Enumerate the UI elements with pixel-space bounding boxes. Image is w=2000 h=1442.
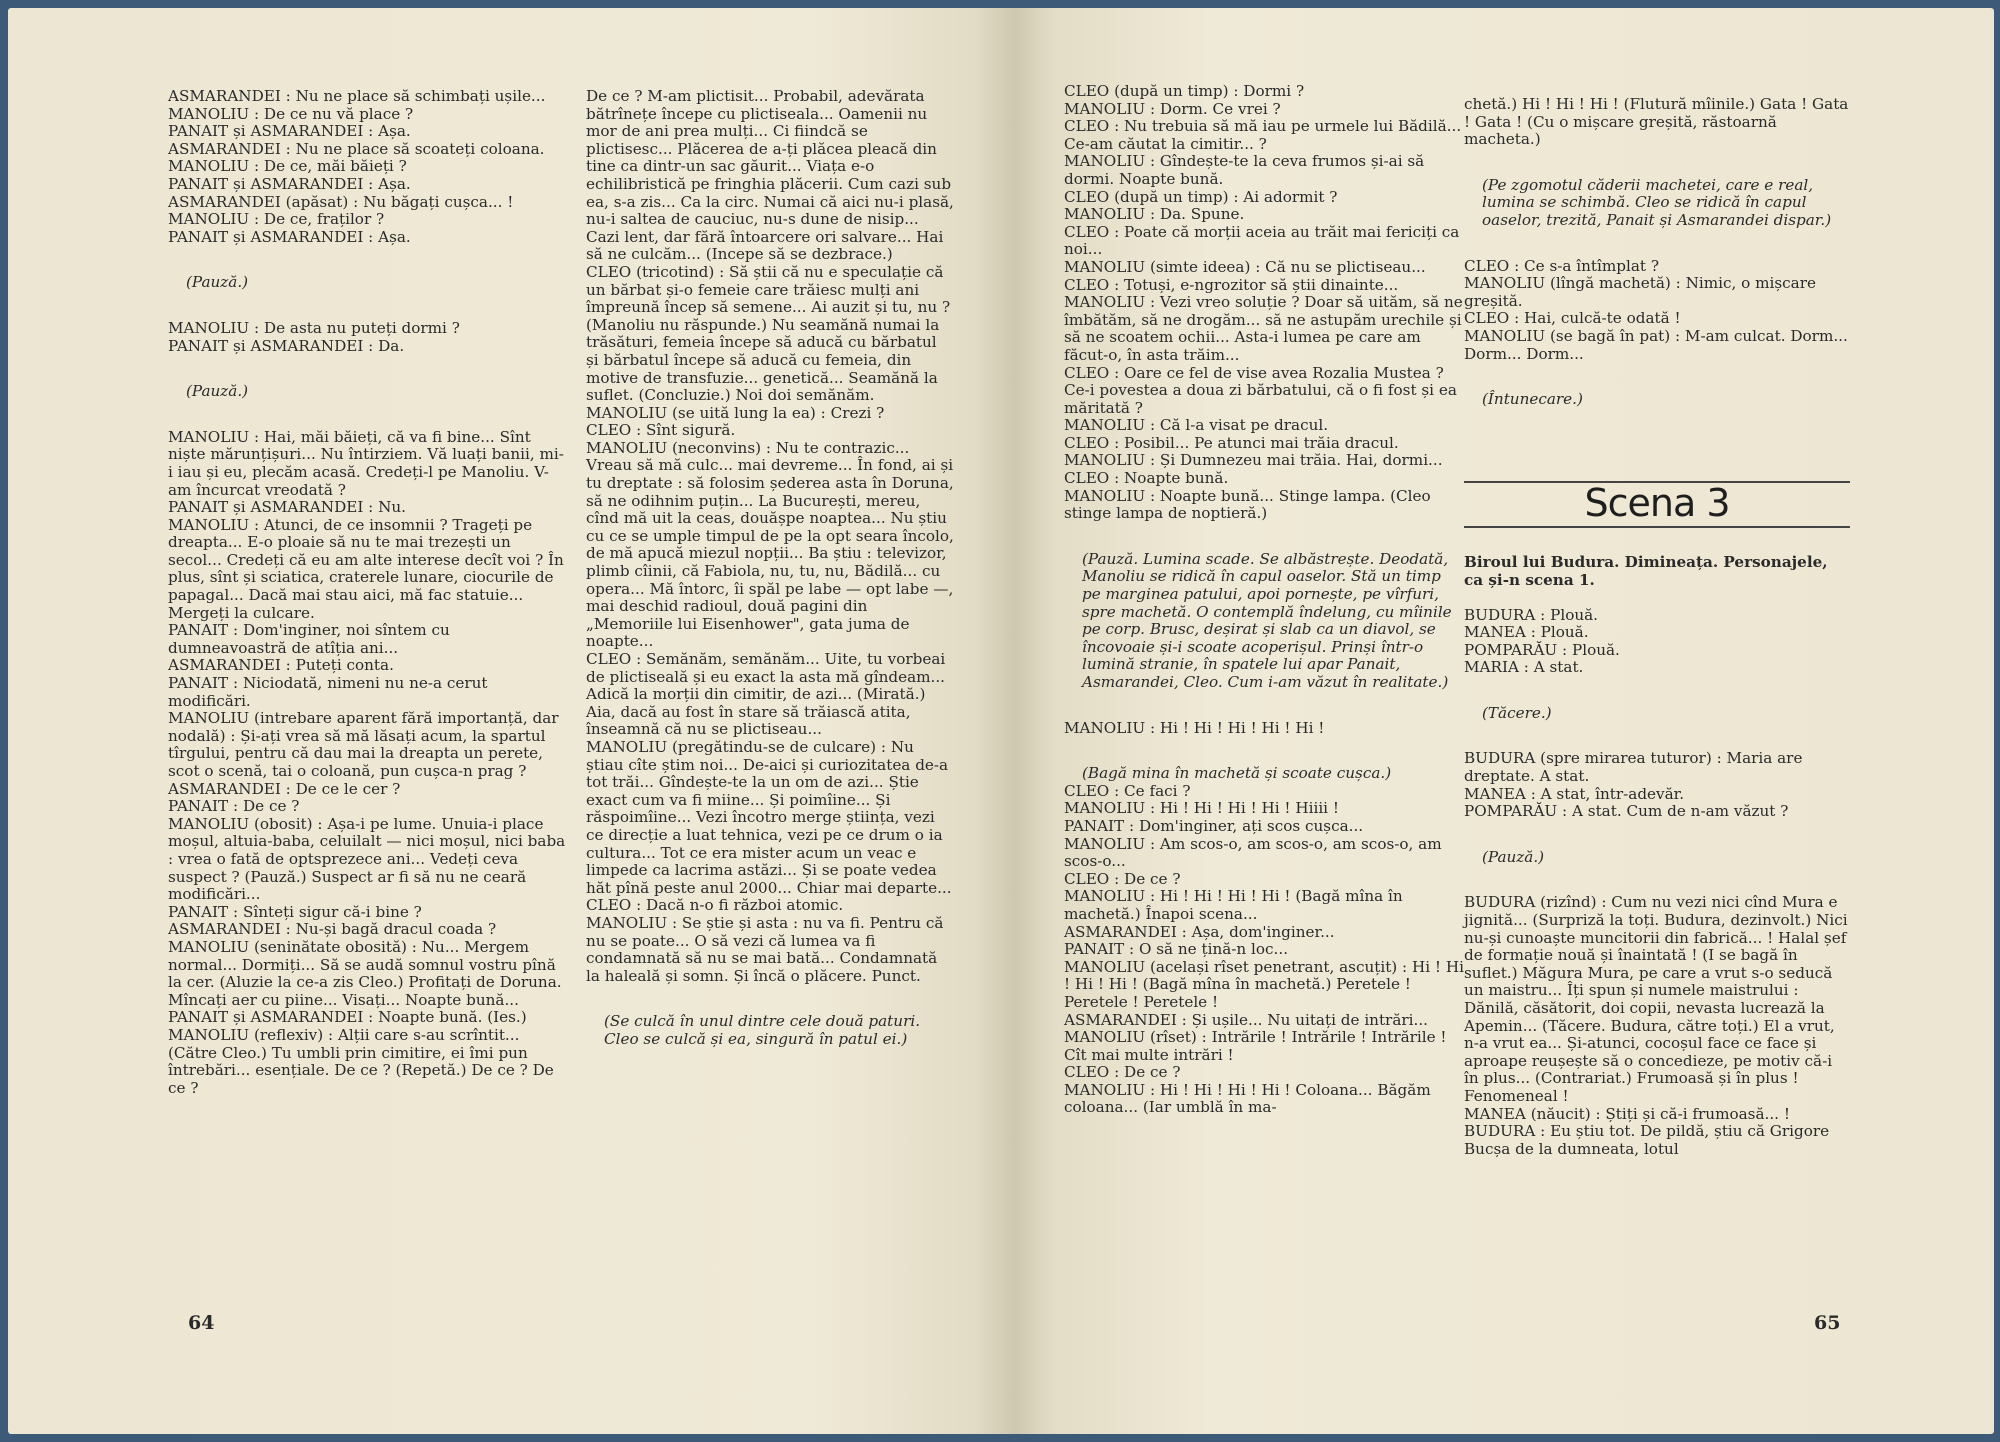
text-line: CLEO (tricotind) : Să știi că nu e speculație că un bărbat și-o femeie care trăiesc mulți ani împreună încep să semene... Ai auzit și tu, nu ? (Manoliu nu răspunde.) Nu seamănă numai la trăsături, femeia începe să aducă cu bărbatul și bărbatul începe să aducă cu femeia, din motive de transfuzie... genetică... Seamănă la suflet. (Concluzie.) Noi doi semănăm.: [586, 262, 951, 405]
text-line: POMPARĂU : Plouă.: [1464, 640, 1620, 659]
text-line: MANOLIU : Hi ! Hi ! Hi ! Hi ! Hi !: [1064, 718, 1325, 737]
text-line: CLEO : Ce faci ?: [1064, 781, 1191, 800]
text-line: MANOLIU : Și Dumnezeu mai trăia. Hai, dormi...: [1064, 451, 1443, 470]
text-line: MANOLIU : Atunci, de ce insomnii ? Trageți pe dreapta... E-o ploaie să nu te mai trezești un secol... Credeți că eu am alte interese decît voi ? În plus, sînt și sciatica, craterele lunare, ciocurile de papagal... Dacă mai stau aici, mă fac statuie... Mergeți la culcare.: [168, 515, 564, 622]
text-line: CLEO : Semănăm, semănăm... Uite, tu vorbeai de plictiseală și eu exact la asta mă gîndeam... Adică la morții din cimitir, de azi... (Mirată.) Aia, dacă au fost în stare să trăiască atita, înseamnă că nu se plictiseau...: [586, 650, 946, 739]
text-line: PANAIT : Dom'inginer, noi sîntem cu dumneavoastră de atîția ani...: [168, 621, 450, 657]
text-line: MANOLIU : Hai, măi băieți, că va fi bine... Sînt niște mărunțișuri... Nu întirziem. Vă luați banii, mi-i iau și eu, plecăm acasă. Credeți-l pe Manoliu. V-am încurcat vreodată ?: [168, 427, 564, 499]
text-line: PANAIT și ASMARANDEI : Așa.: [168, 122, 411, 141]
left-column-2: [586, 88, 954, 1048]
text-line: ASMARANDEI : Nu ne place să schimbați ușile...: [168, 87, 546, 105]
text-line: BUDURA (spre mirarea tuturor) : Maria are dreptate. A stat.: [1464, 749, 1803, 786]
text-line: chetă.) Hi ! Hi ! Hi ! (Flutură mîinile.) Gata ! Gata ! Gata ! (Cu o mișcare greșită, răstoarnă macheta.): [1464, 95, 1849, 149]
text-line: PANAIT și ASMARANDEI : Așa.: [168, 227, 411, 246]
text-line: POMPARĂU : A stat. Cum de n-am văzut ?: [1464, 802, 1789, 821]
text-line: ASMARANDEI : Nu-și bagă dracul coada ?: [168, 920, 497, 939]
text-line: MANOLIU : Că l-a visat pe dracul.: [1064, 416, 1329, 435]
text-line: MANOLIU : Hi ! Hi ! Hi ! Hi ! Coloana... Băgăm coloana... (Iar umblă în ma-: [1064, 1080, 1431, 1117]
text-line: ASMARANDEI : Așa, dom'inginer...: [1064, 922, 1335, 941]
text-line: CLEO : Hai, culcă-te odată !: [1464, 309, 1681, 328]
text-line: ASMARANDEI : Puteți conta.: [168, 656, 394, 675]
text-line: PANAIT : Dom'inginer, ați scos cușca...: [1064, 816, 1364, 835]
text-line: PANAIT și ASMARANDEI : Da.: [168, 336, 405, 355]
page-number-left: 64: [188, 1312, 215, 1334]
text-line: CLEO : Totuși, e-ngrozitor să știi dinainte...: [1064, 275, 1399, 294]
text-line: MANOLIU (lîngă machetă) : Nimic, o mișcare greșită.: [1464, 274, 1816, 310]
text-line: PANAIT : De ce ?: [168, 797, 300, 816]
text-line: CLEO : Dacă n-o fi război atomic.: [586, 896, 844, 915]
text-line: PANAIT : O să ne țină-n loc...: [1064, 940, 1289, 959]
text-line: MANOLIU : Am scos-o, am scos-o, am scos-o, am scos-o...: [1064, 834, 1442, 871]
text-line: CLEO : Ce s-a întîmplat ?: [1464, 256, 1659, 275]
text-line: CLEO : Posibil... Pe atunci mai trăia dracul.: [1064, 433, 1399, 452]
text-line: MARIA : A stat.: [1464, 658, 1584, 677]
left-column-1: [168, 88, 568, 1097]
text-line: MANEA : A stat, într-adevăr.: [1464, 784, 1685, 803]
text-line: MANOLIU : Gîndește-te la ceva frumos și-ai să dormi. Noapte bună.: [1064, 152, 1425, 188]
text-line: MANOLIU : Da. Spune.: [1064, 205, 1245, 224]
text-line: MANOLIU (seninătate obosită) : Nu... Mergem normal... Dormiți... Să se audă somnul vostru pînă la cer. (Aluzie la ce-a zis Cleo.) Profitați de Doruna. Mîncați aer cu piine... Visați... Noapte bună...: [168, 937, 562, 1009]
text-line: MANOLIU : De asta nu puteți dormi ?: [168, 318, 460, 337]
text-line: MANEA (năucit) : Știți și că-i frumoasă... !: [1464, 1104, 1790, 1123]
text-line: MANOLIU : Vezi vreo soluție ? Doar să uităm, să ne îmbătăm, să ne drogăm... să ne astupăm urechile și să ne scoatem ochii... Asta-i lumea pe care am făcut-o, în asta trăim...: [1064, 293, 1463, 364]
text-line: (Pauză.): [1482, 847, 1545, 866]
scene-title: Scena 3: [1584, 480, 1730, 525]
text-line: ASMARANDEI (apăsat) : Nu băgați cușca... !: [168, 192, 514, 211]
text-line: BUDURA : Eu știu tot. De pildă, știu că Grigore Bucșa de la dumneata, lotul: [1464, 1122, 1830, 1158]
text-line: (Bagă mina în machetă și scoate cușca.): [1082, 764, 1392, 783]
text-line: PANAIT : Niciodată, nimeni nu ne-a cerut modificări.: [168, 674, 488, 710]
text-line: MANOLIU : Hi ! Hi ! Hi ! Hi ! (Bagă mîna în machetă.) Înapoi scena...: [1064, 887, 1403, 923]
text-line: CLEO : Oare ce fel de vise avea Rozalia Mustea ? Ce-i povestea a doua zi bărbatului, că o fi fost și ea măritată ?: [1064, 363, 1457, 417]
text-line: CLEO : Sînt sigură.: [586, 421, 736, 440]
right-column-2: [1464, 96, 1850, 1158]
left-page: [8, 8, 1014, 1434]
text-line: MANOLIU : Dorm. Ce vrei ?: [1064, 99, 1281, 118]
text-line: ASMARANDEI : De ce le cer ?: [168, 779, 401, 798]
text-line: (Pauză.): [186, 273, 249, 292]
text-line: CLEO : De ce ?: [1064, 1063, 1181, 1082]
text-line: MANOLIU (neconvins) : Nu te contrazic... Vreau să mă culc... mai devreme... În fond, ai și tu dreptate : să folosim șederea asta în Doruna, să ne odihnim puțin... La București, mereu, cînd mă uit la ceas, douășpe noaptea... Nu știu cu ce se umple timpul de pe la opt seara încolo, de mă apucă miezul nopții... Ba știu : televizor, plimb cîinii, că Fabiola, nu, tu, nu, Bădilă... cu opera... Mă întorc, îi spăl pe labe — opt labe —, mai deschid radioul, două pagini din „Memoriile lui Eisenhower", gata juma de noapte...: [586, 438, 954, 651]
text-line: MANOLIU (reflexiv) : Alții care s-au scrîntit... (Către Cleo.) Tu umbli prin cimitire, ei îmi pun întrebări... esențiale. De ce ? (Repetă.) De ce ? De ce ?: [168, 1025, 554, 1097]
text-line: MANOLIU : Se știe și asta : nu va fi. Pentru că nu se poate... O să vezi că lumea va fi condamnată să nu se mai bată... Condamnată la haleală și somn. Și încă o plăcere. Punct.: [586, 913, 944, 985]
text-line: PANAIT : Sînteți sigur că-i bine ?: [168, 902, 422, 921]
text-line: De ce ? M-am plictisit... Probabil, adevărata bătrînețe începe cu plictiseala... Oamenii nu mor de ani prea mulți... Ci fiindcă se plictisesc... Plăcerea de a-ți plăcea pleacă din tine ca dintr-un sac găurit... Viața e-o echilibristică pe fringhia plăcerii. Cum cazi sub ea, s-a zis... Ca la circ. Numai că aici nu-i plasă, nu-i saltea de cauciuc, nu-s dune de nisip... Cazi lent, dar fără întoarcere ori salvare... Hai să ne culcăm... (Incepe să se dezbrace.): [586, 87, 954, 264]
text-line: MANOLIU (pregătindu-se de culcare) : Nu știau cîte știm noi... De-aici și curiozitatea de-a tot trăi... Gîndește-te la un om de azi... Știe exact cum va fi miine... Și poimîine... Și răspoimîine... Vezi încotro merge știința, vezi ce direcție a luat tehnica, vezi pe ce drum o ia cultura... Tot ce era mister acum un veac e limpede ca lacrima astăzi... Și se poate vedea hăt pînă peste anul 2000... Chiar mai departe...: [586, 737, 952, 897]
text-line: PANAIT și ASMARANDEI : Nu.: [168, 498, 407, 517]
text-line: PANAIT și ASMARANDEI : Așa.: [168, 174, 411, 193]
text-line: MANOLIU (același rîset penetrant, ascuțit) : Hi ! Hi ! Hi ! Hi ! (Bagă mîna în machetă.) Peretele ! Peretele ! Peretele !: [1064, 957, 1464, 1011]
text-line: MANOLIU : Noapte bună... Stinge lampa. (Cleo stinge lampa de noptieră.): [1064, 486, 1431, 523]
text-line: CLEO : De ce ?: [1064, 869, 1181, 888]
text-line: ASMARANDEI : Nu ne place să scoateți coloana.: [168, 139, 545, 158]
text-line: MANOLIU : De ce nu vă place ?: [168, 104, 414, 123]
text-line: BUDURA : Plouă.: [1464, 605, 1598, 624]
text-line: MANOLIU (obosit) : Așa-i pe lume. Unuia-i place moșul, altuia-baba, celuilalt — nici moșul, nici baba : vrea o fată de optsprezece ani... Vedeți ceva suspect ? (Pauză.) Suspect ar fi să nu ne ceară modificări...: [168, 814, 566, 904]
divider-bottom: [1464, 526, 1850, 528]
text-line: CLEO (după un timp) : Dormi ?: [1064, 82, 1305, 100]
right-column-1: [1064, 83, 1464, 1117]
text-line: CLEO : Poate că morții aceia au trăit mai fericiți ca noi...: [1064, 222, 1460, 259]
text-line: MANOLIU (rîset) : Intrările ! Intrările ! Intrările ! Cît mai multe intrări !: [1064, 1028, 1447, 1064]
text-line: PANAIT și ASMARANDEI : Noapte bună. (Ies.): [168, 1008, 527, 1027]
page-number-right: 65: [1814, 1312, 1841, 1334]
right-page: [1014, 8, 1994, 1434]
open-book: [0, 8, 2000, 1434]
text-line: MANEA : Plouă.: [1464, 623, 1589, 642]
text-line: MANOLIU : Hi ! Hi ! Hi ! Hi ! Hiiii !: [1064, 799, 1339, 818]
text-line: MANOLIU (simte ideea) : Că nu se plictiseau...: [1064, 257, 1426, 276]
text-line: MANOLIU (se uită lung la ea) : Crezi ?: [586, 403, 885, 422]
text-line: (Pauză. Lumina scade. Se albăstrește. Deodată, Manoliu se ridică în capul oaselor. Stă un timp pe marginea patului, apoi pornește, pe vîrfuri, spre machetă. O contemplă îndelung, cu mîinile pe corp. Brusc, deșirat și slab ca un diavol, se încovoaie și-i scoate acoperișul. Prinși într-o lumină stranie, în spatele lui apar Panait, Asmarandei, Cleo. Cum i-am văzut în realitate.): [1082, 549, 1452, 691]
text-line: CLEO : Nu trebuia să mă iau pe urmele lui Bădilă... Ce-am căutat la cimitir... ?: [1064, 117, 1462, 153]
scene-3-dialogue: [1464, 607, 1850, 1159]
text-line: (Pe zgomotul căderii machetei, care e real, lumina se schimbă. Cleo se ridică în capul oaselor, trezită, Panait și Asmarandei dispar.): [1482, 175, 1832, 229]
text-line: (Pauză.): [186, 382, 249, 401]
text-line: CLEO (după un timp) : Ai adormit ?: [1064, 187, 1338, 206]
scene-2-ending: [1464, 96, 1850, 409]
text-line: BUDURA (rizînd) : Cum nu vezi nici cînd Mura e jignită... (Surpriză la toți. Budura, dezinvolt.) Nici nu-și cunoaște muncitorii din fabrică... ! Halal șef de formație nouă și înaintată ! (I se bagă în suflet.) Măgura Mura, pe care a vrut s-o seducă un maistru... Îți spun și numele maistrului : Dănilă, căsătorit, doi copii, nevasta lucrează la Apemin... (Tăcere. Budura, către toți.) El a vrut, n-a vrut ea... Și-atunci, cocoșul face ce face și aproape reușește să o concedieze, pe motiv că-i în plus... (Contrariat.) Frumoasă și în plus ! Fenomeneal !: [1464, 893, 1848, 1105]
text-line: MANOLIU : De ce, fraților ?: [168, 210, 385, 229]
text-line: (Întunecare.): [1482, 390, 1583, 409]
scene-intro: Biroul lui Budura. Dimineața. Personajele, ca și-n scena 1.: [1464, 553, 1828, 589]
text-line: MANOLIU (intrebare aparent fără importanță, dar nodală) : Și-ați vrea să mă lăsați acum, la spartul tîrgului, pentru că dau mai la dreapta un perete, scot o scenă, tai o coloană, pun cușca-n prag ?: [168, 709, 559, 780]
text-line: ASMARANDEI : Și ușile... Nu uitați de intrări...: [1064, 1010, 1428, 1029]
text-line: CLEO : Noapte bună.: [1064, 469, 1229, 488]
text-line: MANOLIU (se bagă în pat) : M-am culcat. Dorm... Dorm... Dorm...: [1464, 326, 1848, 363]
text-line: (Se culcă în unul dintre cele două paturi. Cleo se culcă și ea, singură în patul ei.): [604, 1012, 921, 1048]
text-line: MANOLIU : De ce, măi băieți ?: [168, 157, 407, 176]
text-line: (Tăcere.): [1482, 703, 1552, 722]
